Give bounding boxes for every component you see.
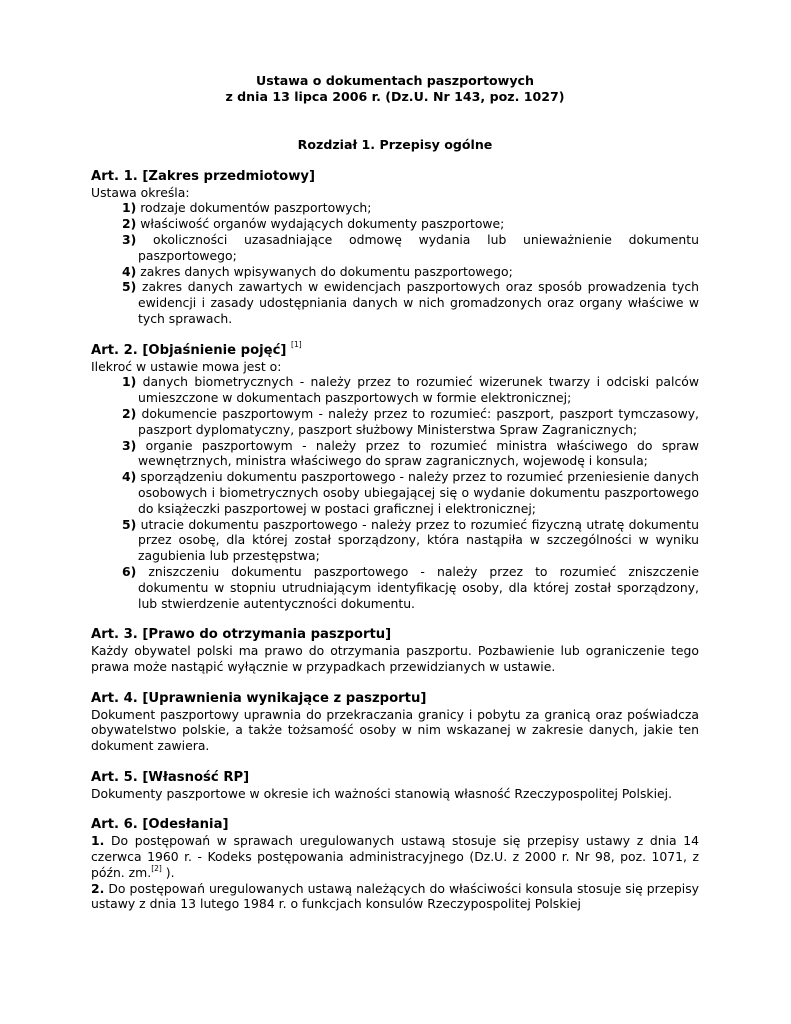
- paragraph-number: 2.: [91, 880, 105, 896]
- item-text: okoliczności uzasadniające odmowę wydania lub unieważnienie dokumentu paszportowego;: [136, 231, 699, 263]
- list-item: [122, 517, 699, 564]
- article-6-paragraph-2: [91, 881, 699, 913]
- item-text: zakres danych zawartych w ewidencjach paszportowych oraz sposób prowadzenia tych ewidencji i zasady udostępniania danych w nich gromadzonych oraz organy właściwe w tych sprawach.: [136, 279, 699, 326]
- article-4-heading: Art. 4. [Uprawnienia wynikające z paszportu]: [91, 690, 427, 706]
- item-text: dokumencie paszportowym - należy przez to rozumieć: paszport, paszport tymczasowy, paszport dyplomatyczny, paszport służbowy Ministerstwa Spraw Zagranicznych;: [136, 405, 699, 437]
- article-6-paragraph-1: [91, 833, 699, 880]
- item-number: 5): [122, 279, 137, 295]
- article-2: [91, 340, 699, 612]
- article-3: [91, 627, 699, 674]
- item-text: właściwość organów wydających dokumenty paszportowe;: [136, 216, 505, 232]
- article-1-heading: Art. 1. [Zakres przedmiotowy]: [91, 168, 316, 184]
- list-item: [122, 406, 699, 438]
- list-item: [122, 216, 699, 232]
- list-item: [122, 232, 699, 264]
- article-3-heading: Art. 3. [Prawo do otrzymania paszportu]: [91, 627, 392, 643]
- paragraph-text: Do postępowań w sprawach uregulowanych ustawą stosuje się przepisy ustawy z dnia 14 czerwca 1960 r. - Kodeks postępowania administracyjnego (Dz.U. z 2000 r. Nr 98, poz. 1071, z późn. zm.: [91, 833, 699, 880]
- article-2-heading-text: Art. 2. [Objaśnienie pojęć]: [91, 342, 287, 358]
- paragraph-number: 1.: [91, 833, 105, 849]
- item-text: rodzaje dokumentów paszportowych;: [136, 200, 372, 216]
- article-3-text: Każdy obywatel polski ma prawo do otrzymania paszportu. Pozbawienie lub ograniczenie tego prawa może nastąpić wyłącznie w przypadkach przewidzianych w ustawie.: [91, 643, 699, 674]
- item-number: 4): [122, 469, 137, 485]
- item-text: zakres danych wpisywanych do dokumentu paszportowego;: [136, 263, 513, 279]
- list-item: [122, 374, 699, 406]
- item-number: 2): [122, 405, 137, 421]
- list-item: [122, 279, 699, 326]
- list-item: [122, 564, 699, 611]
- article-6: [91, 817, 699, 912]
- article-5-text: Dokumenty paszportowe w okresie ich ważności stanowią własność Rzeczypospolitej Polskiej.: [91, 785, 673, 801]
- item-number: 6): [122, 563, 137, 579]
- article-2-heading: [91, 340, 699, 359]
- item-text: zniszczeniu dokumentu paszportowego - należy przez to rozumieć zniszczenie dokumentu w stopniu utrudniającym identyfikację osoby, dla której został sporządzony, lub stwierdzenie autentyczności dokumentu.: [136, 563, 699, 611]
- item-number: 1): [122, 374, 137, 390]
- article-2-intro: Ilekroć w ustawie mowa jest o:: [91, 358, 282, 374]
- article-6-heading: Art. 6. [Odesłania]: [91, 817, 229, 833]
- paragraph-text: Do postępowań uregulowanych ustawą należących do właściwości konsula stosuje się przepisy ustawy z dnia 13 lutego 1984 r. o funkcjach konsulów Rzeczypospolitej Polskiej: [91, 880, 699, 912]
- chapter-heading: Rozdział 1. Przepisy ogólne: [297, 137, 493, 152]
- paragraph-text-end: ).: [161, 864, 175, 880]
- item-text: organie paszportowym - należy przez to rozumieć ministra właściwego do spraw wewnętrznych, ministra właściwego do spraw zagranicznych, wojewodę i konsula;: [136, 437, 699, 469]
- article-4-text: Dokument paszportowy uprawnia do przekraczania granicy i pobytu za granicą oraz poświadcza obywatelstwo polskie, a także tożsamość osoby w nim wskazanej w zakresie danych, jakie ten dokument zawiera.: [91, 706, 699, 754]
- item-number: 2): [122, 216, 137, 232]
- item-text: utracie dokumentu paszportowego - należy przez to rozumieć fizyczną utratę dokumentu przez osobę, dla której został sporządzony, która nastąpiła w szczególności w wyniku zagubienia lub przestępstwa;: [136, 516, 699, 564]
- article-5-heading: Art. 5. [Własność RP]: [91, 769, 250, 785]
- document-page: [91, 73, 699, 912]
- list-item: [122, 438, 699, 470]
- item-number: 4): [122, 263, 137, 279]
- document-title: [91, 73, 699, 105]
- article-1-items: [91, 200, 699, 326]
- list-item: [122, 200, 699, 216]
- article-2-items: [91, 374, 699, 611]
- article-5: [91, 770, 699, 802]
- item-number: 1): [122, 200, 137, 216]
- title-line-2: z dnia 13 lipca 2006 r. (Dz.U. Nr 143, poz. 1027): [225, 89, 565, 104]
- title-line-1: Ustawa o dokumentach paszportowych: [256, 73, 534, 88]
- footnote-ref-link[interactable]: [2]: [151, 863, 162, 873]
- item-text: sporządzeniu dokumentu paszportowego - należy przez to rozumieć przeniesienie danych osobowych i biometrycznych osoby ubiegającej się o wydanie dokumentu paszportowego do książeczki paszportowej w postaci graficznej i elektronicznej;: [136, 469, 699, 516]
- article-1: [91, 169, 699, 327]
- article-1-intro: Ustawa określa:: [91, 184, 190, 200]
- list-item: [122, 264, 699, 280]
- item-number: 3): [122, 437, 137, 453]
- item-number: 5): [122, 516, 137, 532]
- article-4: [91, 691, 699, 754]
- item-text: danych biometrycznych - należy przez to rozumieć wizerunek twarzy i odciski palców umieszczone w dokumentach paszportowych w formie elektronicznej;: [136, 374, 699, 406]
- item-number: 3): [122, 231, 137, 247]
- list-item: [122, 469, 699, 516]
- footnote-ref-link[interactable]: [1]: [291, 340, 302, 350]
